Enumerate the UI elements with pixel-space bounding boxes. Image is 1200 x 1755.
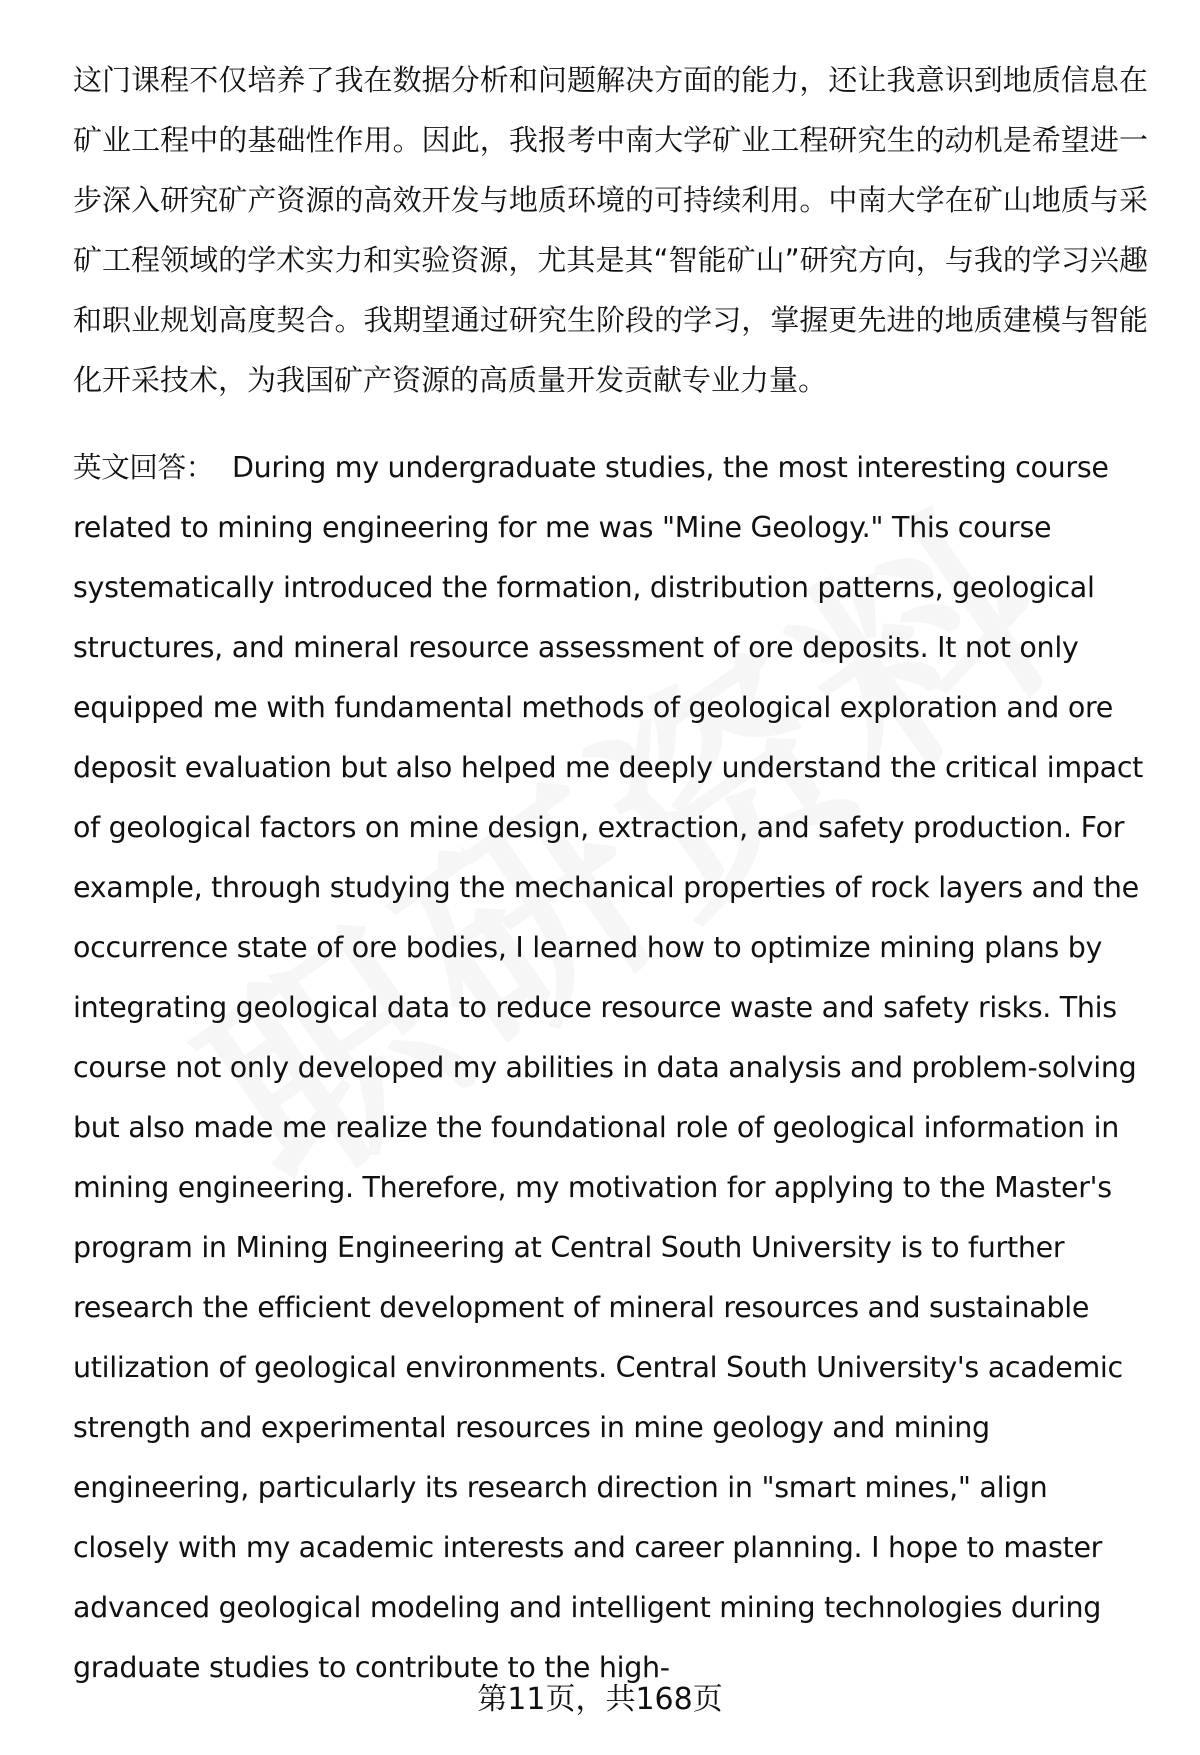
english-answer-label: 英文回答： <box>73 451 215 484</box>
english-answer-paragraph <box>73 438 1148 1698</box>
page-number-footer: 第11页，共168页 <box>477 1682 723 1717</box>
chinese-answer-paragraph: 这门课程不仅培养了我在数据分析和问题解决方面的能力，还让我意识到地质信息在矿业工程中的基础性作用。因此，我报考中南大学矿业工程研究生的动机是希望进一步深入研究矿产资源的高效开发与地质环境的可持续利用。中南大学在矿山地质与采矿工程领域的学术实力和实验资源，尤其是其“智能矿山”研究方向，与我的学习兴趣和职业规划高度契合。我期望通过研究生阶段的学习，掌握更先进的地质建模与智能化开采技术，为我国矿产资源的高质量开发贡献专业力量。 <box>73 63 1148 397</box>
page-content <box>73 50 1148 1698</box>
english-answer-text: During my undergraduate studies, the most interesting course related to mining engineering for me was "Mine Geology." This course systematically introduced the formation, distribution patterns, geological structures, and mineral resource assessment of ore deposits. It not only equipped me with fundamental methods of geological exploration and ore deposit evaluation but also helped me deeply understand the critical impact of geological factors on mine design, extraction, and safety production. For example, through studying the mechanical properties of rock layers and the occurrence state of ore bodies, I learned how to optimize mining plans by integrating geological data to reduce resource waste and safety risks. This course not only developed my abilities in data analysis and problem-solving but also made me realize the foundational role of geological information in mining engineering. Therefore, my motivation for applying to the Master's program in Mining Engineering at Central South University is to further research the efficient development of mineral resources and sustainable utilization of geological environments. Central South University's academic strength and experimental resources in mine geology and mining engineering, particularly its research direction in "smart mines," align closely with my academic interests and career planning. I hope to master advanced geological modeling and intelligent mining technologies during graduate studies to contribute to the high- <box>73 451 1144 1684</box>
